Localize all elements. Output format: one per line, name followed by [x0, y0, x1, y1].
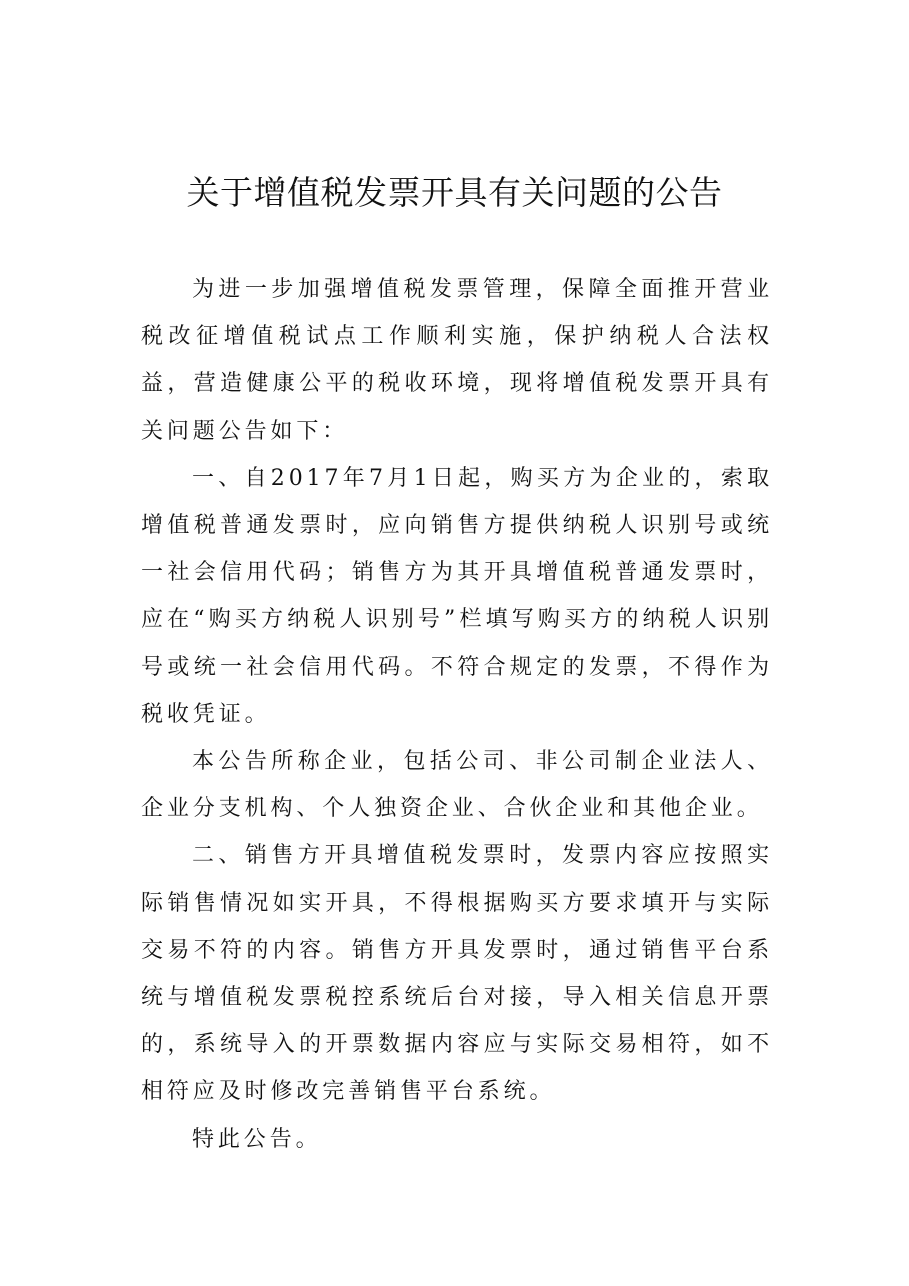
paragraph-item-one: 一、自2017年7月1日起，购买方为企业的，索取增值税普通发票时，应向销售方提供纳税人识别号或统一社会信用代码；销售方为其开具增值税普通发票时，应在“购买方纳税人识别号”栏填写购买方的纳税人识别号或统一社会信用代码。不符合规定的发票，不得作为税收凭证。 [141, 465, 773, 727]
document-title: 关于增值税发票开具有关问题的公告 [186, 173, 723, 212]
paragraph-intro: 为进一步加强增值税发票管理，保障全面推开营业税改征增值税试点工作顺利实施，保护纳税人合法权益，营造健康公平的税收环境，现将增值税发票开具有关问题公告如下： [141, 277, 773, 444]
paragraph-closing: 特此公告。 [192, 1126, 322, 1152]
document-body [141, 266, 773, 1163]
paragraph-item-two: 二、销售方开具增值税发票时，发票内容应按照实际销售情况如实开具，不得根据购买方要求填开与实际交易不符的内容。销售方开具发票时，通过销售平台系统与增值税发票税控系统后台对接，导入相关信息开票的，系统导入的开票数据内容应与实际交易相符，如不相符应及时修改完善销售平台系统。 [141, 843, 773, 1105]
paragraph-enterprise-definition: 本公告所称企业，包括公司、非公司制企业法人、企业分支机构、个人独资企业、合伙企业和其他企业。 [141, 749, 773, 822]
